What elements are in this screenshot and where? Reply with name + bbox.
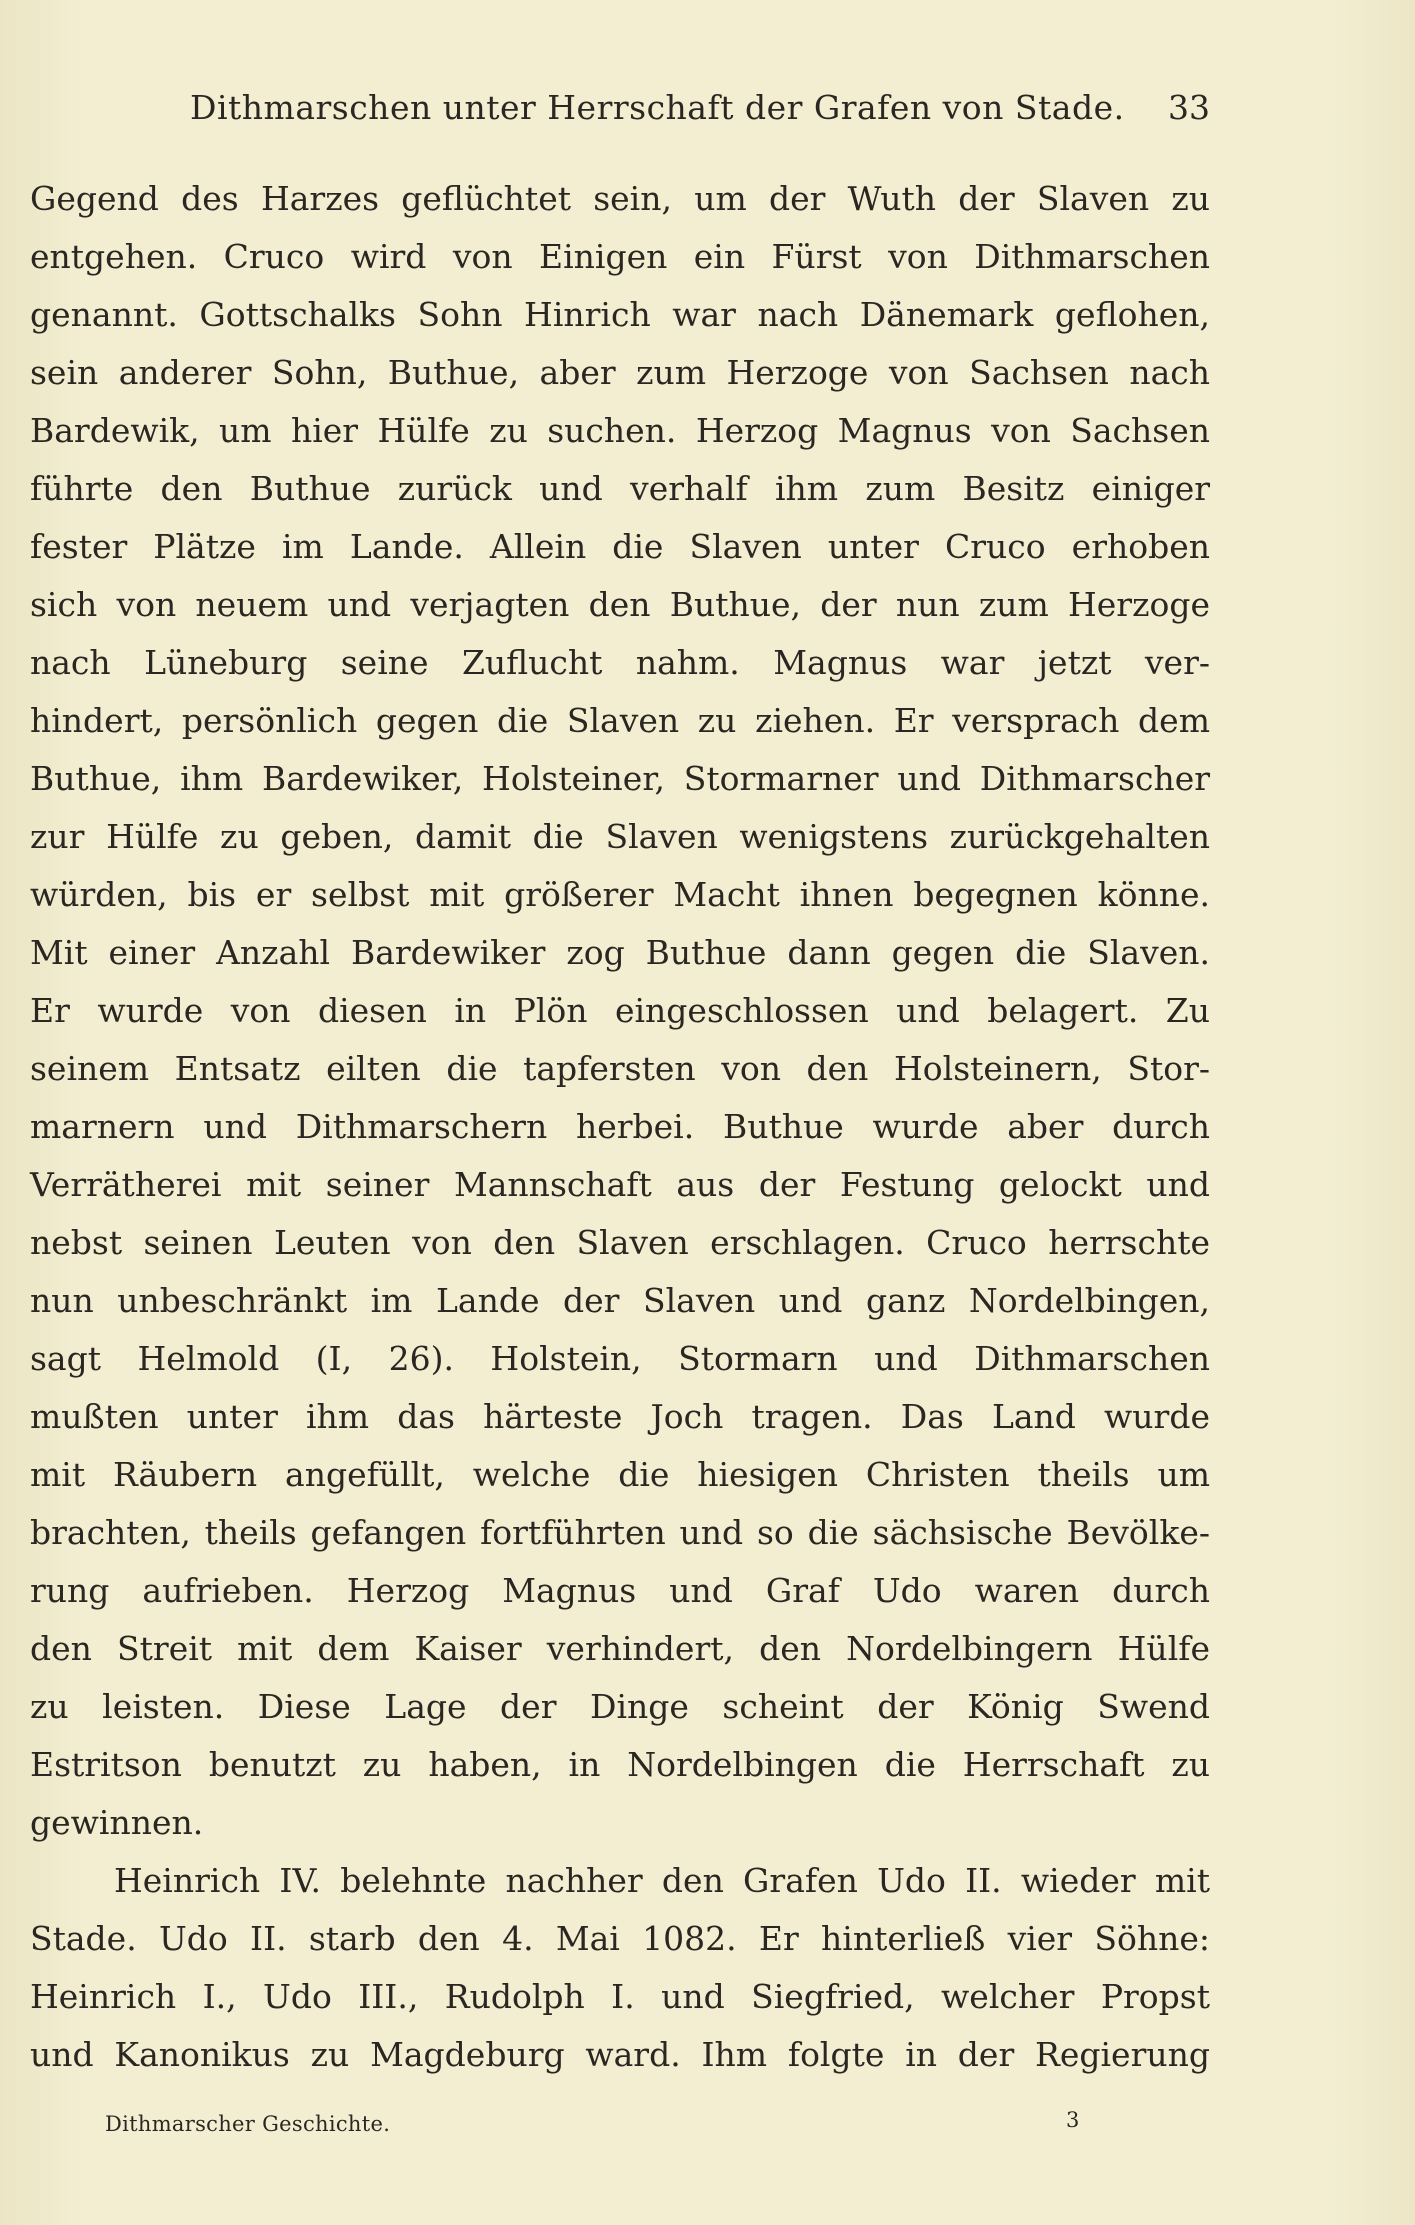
page-number: 33 xyxy=(1168,88,1210,127)
text-line: Er wurde von diesen in Plön eingeschlossen und belagert. Zu xyxy=(30,991,1210,1030)
running-title: Dithmarschen unter Herrschaft der Grafen von Stade. xyxy=(190,88,1125,127)
text-line: zur Hülfe zu geben, damit die Slaven wenigstens zurückgehalten xyxy=(30,817,1210,856)
text-line: Verrätherei mit seiner Mannschaft aus der Festung gelockt und xyxy=(30,1165,1210,1204)
signature-mark: 3 xyxy=(1066,2108,1080,2132)
text-line: entgehen. Cruco wird von Einigen ein Fürst von Dithmarschen xyxy=(30,237,1210,276)
text-line: zu leisten. Diese Lage der Dinge scheint der König Swend xyxy=(30,1687,1210,1726)
text-line: genannt. Gottschalks Sohn Hinrich war nach Dänemark geflohen, xyxy=(30,295,1210,334)
paragraph-start-line: Heinrich IV. belehnte nachher den Grafen Udo II. wieder mit xyxy=(114,1861,1210,1900)
text-line: Heinrich I., Udo III., Rudolph I. und Siegfried, welcher Propst xyxy=(30,1977,1210,2016)
text-line: hindert, persönlich gegen die Slaven zu ziehen. Er versprach dem xyxy=(30,701,1210,740)
text-line: rung aufrieben. Herzog Magnus und Graf Udo waren durch xyxy=(30,1571,1210,1610)
text-line: Buthue, ihm Bardewiker, Holsteiner, Stormarner und Dithmarscher xyxy=(30,759,1210,798)
text-line: Bardewik, um hier Hülfe zu suchen. Herzog Magnus von Sachsen xyxy=(30,411,1210,450)
text-line: Mit einer Anzahl Bardewiker zog Buthue dann gegen die Slaven. xyxy=(30,933,1210,972)
text-line: nebst seinen Leuten von den Slaven erschlagen. Cruco herrschte xyxy=(30,1223,1210,1262)
text-line: nun unbeschränkt im Lande der Slaven und ganz Nordelbingen, xyxy=(30,1281,1210,1320)
text-line: mit Räubern angefüllt, welche die hiesigen Christen theils um xyxy=(30,1455,1210,1494)
text-line: Stade. Udo II. starb den 4. Mai 1082. Er hinterließ vier Söhne: xyxy=(30,1919,1210,1958)
text-line: Gegend des Harzes geflüchtet sein, um der Wuth der Slaven zu xyxy=(30,179,1210,218)
text-line: nach Lüneburg seine Zuflucht nahm. Magnus war jetzt ver- xyxy=(30,643,1210,682)
running-head xyxy=(30,88,1210,138)
body-text xyxy=(30,170,1210,2084)
text-line: sein anderer Sohn, Buthue, aber zum Herzoge von Sachsen nach xyxy=(30,353,1210,392)
text-line: fester Plätze im Lande. Allein die Slaven unter Cruco erhoben xyxy=(30,527,1210,566)
text-line: seinem Entsatz eilten die tapfersten von den Holsteinern, Stor- xyxy=(30,1049,1210,1088)
text-line: würden, bis er selbst mit größerer Macht ihnen begegnen könne. xyxy=(30,875,1210,914)
paragraph-end-line: gewinnen. xyxy=(30,1803,204,1842)
text-line: Estritson benutzt zu haben, in Nordelbingen die Herrschaft zu xyxy=(30,1745,1210,1784)
printer-signature: Dithmarscher Geschichte. xyxy=(105,2112,391,2136)
text-line: und Kanonikus zu Magdeburg ward. Ihm folgte in der Regierung xyxy=(30,2035,1210,2074)
text-line: den Streit mit dem Kaiser verhindert, den Nordelbingern Hülfe xyxy=(30,1629,1210,1668)
text-line: brachten, theils gefangen fortführten und so die sächsische Bevölke- xyxy=(30,1513,1210,1552)
text-line: sagt Helmold (I, 26). Holstein, Stormarn und Dithmarschen xyxy=(30,1339,1210,1378)
text-line: marnern und Dithmarschern herbei. Buthue wurde aber durch xyxy=(30,1107,1210,1146)
text-line: führte den Buthue zurück und verhalf ihm zum Besitz einiger xyxy=(30,469,1210,508)
text-line: mußten unter ihm das härteste Joch tragen. Das Land wurde xyxy=(30,1397,1210,1436)
text-line: sich von neuem und verjagten den Buthue, der nun zum Herzoge xyxy=(30,585,1210,624)
